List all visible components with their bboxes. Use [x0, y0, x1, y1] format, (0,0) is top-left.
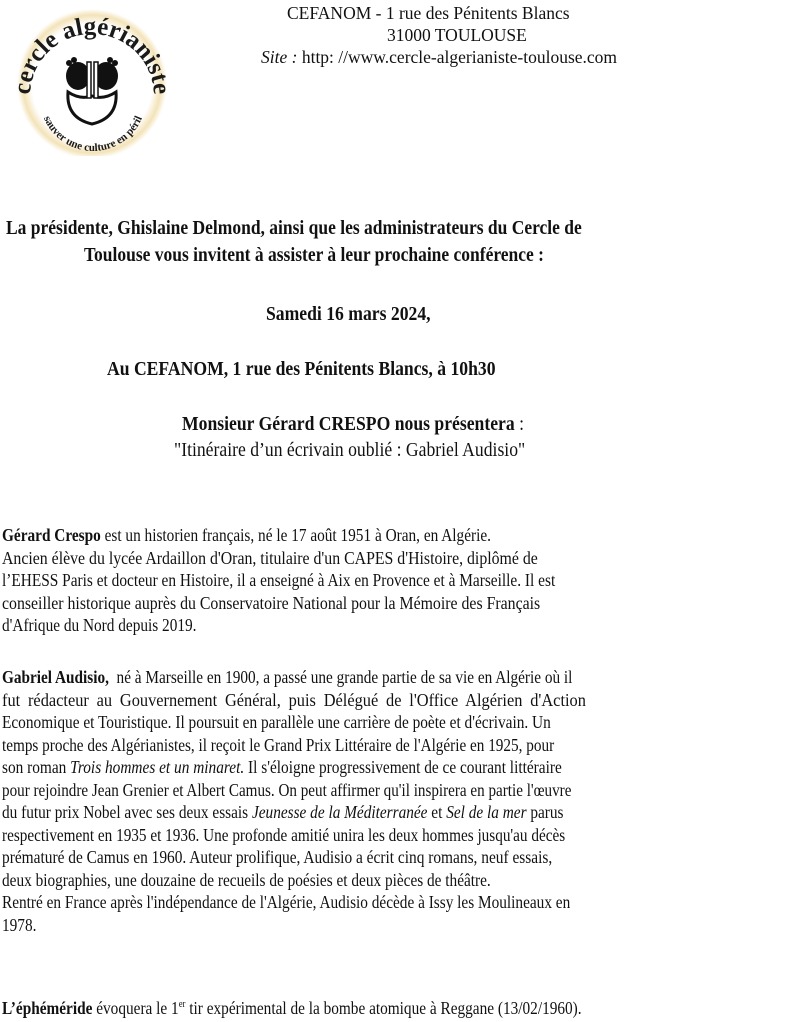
ordinal-suffix: er [178, 999, 186, 1011]
bio-crespo-line: Gérard Crespo est un historien français, né le 17 août 1951 à Oran, en Algérie. [2, 525, 491, 545]
bio-crespo-line: d'Afrique du Nord depuis 2019. [2, 615, 197, 635]
cercle-algerianiste-logo [8, 6, 178, 156]
essay-title: Sel de la mer [446, 802, 527, 822]
ephemeride-label: L’éphéméride [2, 998, 93, 1018]
talk-title: "Itinéraire d’un écrivain oublié : Gabriel Audisio" [174, 439, 526, 461]
bio-crespo [2, 524, 636, 637]
bio-crespo-line: Ancien élève du lycée Ardaillon d'Oran, titulaire d'un CAPES d'Histoire, diplômé de [2, 547, 538, 568]
bio-audisio-line: son roman Trois hommes et un minaret. Il s'éloigne progressivement de ce courant littéraire [2, 757, 562, 777]
bio-audisio-line: 1978. [2, 914, 37, 935]
bio-audisio-line: du futur prix Nobel avec ses deux essais Jeunesse de la Méditerranée et Sel de la mer parus [2, 802, 564, 822]
essay-title: Jeunesse de la Méditerranée [251, 802, 428, 822]
logo-text-bottom: sauver une culture en péril [41, 114, 145, 155]
bio-audisio-line: respectivement en 1935 et 1936. Une profonde amitié unira les deux hommes jusqu'au décès [2, 824, 566, 845]
logo-text-top: cercle algérianiste [8, 12, 176, 96]
bio-audisio-line: temps proche des Algérianistes, il reçoit le Grand Prix Littéraire de l'Algérie en 1925, pour [2, 734, 555, 755]
bio-crespo-line: conseiller historique auprès du Conservatoire National pour la Mémoire des Français [2, 592, 541, 613]
header-city: 31000 TOULOUSE [387, 25, 527, 45]
bio-audisio-line: deux biographies, une douzaine de recueils de poésies et deux pièces de théâtre. [2, 869, 491, 890]
speaker-name: Monsieur Gérard CRESPO nous présentera [182, 413, 515, 435]
bio-audisio-line: prématuré de Camus en 1960. Auteur prolifique, Audisio a écrit cinq romans, neuf essais, [2, 847, 553, 867]
audisio-name: Gabriel Audisio, [2, 667, 109, 687]
speaker-line [182, 413, 524, 436]
conference-venue: Au CEFANOM, 1 rue des Pénitents Blancs, à 10h30 [107, 358, 496, 380]
crespo-name: Gérard Crespo [2, 525, 101, 545]
bio-audisio [2, 666, 664, 936]
site-label: Site : [261, 47, 298, 67]
bio-audisio-line: Gabriel Audisio, né à Marseille en 1900, a passé une grande partie de sa vie en Algérie où il [2, 667, 573, 687]
bio-audisio-line: fut rédacteur au Gouvernement Général, puis Délégué de l'Office Algérien d'Action [2, 689, 586, 710]
ephemeride: L’éphéméride évoquera le 1er tir expérimental de la bombe atomique à Reggane (13/02/1960). [2, 998, 582, 1018]
bio-audisio-line: Rentré en France après l'indépendance de l'Algérie, Audisio décède à Issy les Moulineaux en [2, 892, 571, 912]
site-url[interactable]: http: //www.cercle-algerianiste-toulouse.com [297, 47, 618, 67]
header-address: CEFANOM - 1 rue des Pénitents Blancs [287, 3, 570, 23]
bio-audisio-line: Economique et Touristique. Il poursuit en parallèle une carrière de poète et d'écrivain. Un [2, 712, 551, 732]
book-title: Trois hommes et un minaret. [70, 757, 245, 777]
invitation-line-2: Toulouse vous invitent à assister à leur prochaine conférence : [84, 244, 545, 266]
speaker-colon: : [514, 413, 524, 435]
bio-crespo-line: l’EHESS Paris et docteur en Histoire, il a enseigné à Aix en Provence et à Marseille. Il est [2, 570, 556, 590]
conference-date: Samedi 16 mars 2024, [266, 303, 431, 325]
bio-audisio-line: pour rejoindre Jean Grenier et Albert Camus. On peut affirmer qu'il inspirera en partie l'œuvre [2, 779, 572, 800]
header-site [261, 46, 617, 68]
invitation-line-1: La présidente, Ghislaine Delmond, ainsi que les administrateurs du Cercle de [6, 217, 582, 239]
